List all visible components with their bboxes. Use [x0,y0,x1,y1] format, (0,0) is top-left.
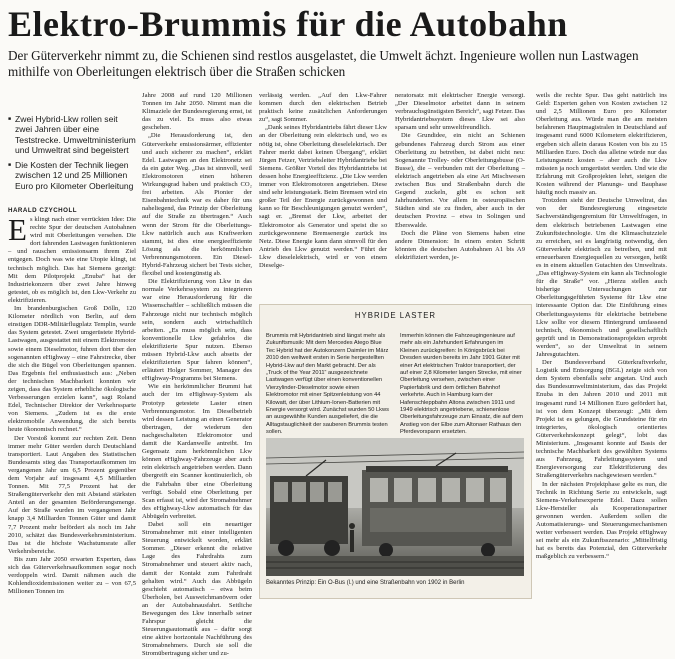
paragraph: Trotzdem sieht der Deutsche Umweltrat, das von der Bundesregierung eingesetzte Sachverständigengremium für Umweltfragen, in dem elektrisch betriebenen Lastwagen eine Zukunftstechnologie. Um die Klimaschutzziele zu erreichen, sei es langfristig notwendig, den Güterverkehr elektrisch zu betreiben, und mit erneuerbaren Energiequellen zu versorgen, heißt es in einem aktuellen Gutachten des Umweltrats. „Das eHighway-System ein kann als Technologie für die Straße“ vor. „Hierzu stellen auch bisherige Untersuchungen zur Oberleitungsgeführten Systeme für Lkw eine interessante Option dar. Die Einführung eines Oberleitungssystems für elektrische betriebene Lkw sollte vor diesem Hintergrund umfassend technisch, ökonomisch und gesellschaftlich geprüft und in Demonstrationsprojekten erprobt werden“, so der Umweltrat in seinem Jahresgutachten. [536,197,667,358]
paragraph: Der Bundesverband Güterkraftverkehr, Logistik und Entsorgung (BGL) zeigte sich von dem System ebenfalls sehr angetan. Und auch das Bundesumweltministerium, das das Projekt Enubа in den Jahren 2010 und 2011 mit insgesamt rund 14 Millionen Euro gefördert hat, ist von dem Konzept überzeugt: „Mit dem Projekt ist es gelungen, die Grundsteine für ein integriertes, ökologisch orientiertes Güterverkehrskonzept gelegt“, lobt das Ministerium. „Insgesamt konnte auf Basis der technische Machbarkeit des gewählten Systems aus Fahrzeug, Fahrleitungssystem und Energieversorgung zur Elektrifizierung des Straßengüterverkehrs nachgewiesen werden.“ [536,359,667,480]
article-column-5 [536,92,667,600]
paragraph: Wie ein herkömmlicher Brummi hat auch der im eHighway-System als Prototyp getestete Laster einen Verbrennungsmotor. Im Dieselbetrieb wird dessen Leistung an einen Generator übertragen, der wiederum den nachgeschalteten Elektromotor und damit die Kardanwelle antreibt. Im Gegensatz zum herkömmlichen Lkw können eHighway-Fahrzeuge aber auch rein elektrisch angetrieben werden. Dann übergreift ein Scanner kontinuierlich, ob die Fahrbahn über eine Oberleitung verfügt. Sobald eine Oberleitung per Scan erfasst ist, wird der Stromabnehmer des eHighway-Lkw automatisch für das Abbügeln verbreitet. [142,383,252,520]
paragraph: „Dank seines Hybridantriebs fährt dieser Lkw an der Oberleitung rein elektrisch und, wo es nötig ist, ohne Oberleitung dieselelektrisch. Der Fahrer merkt dabei keinen Übergang“, erklärt Jürgen Fetzer, Vertriebsleiter Hybridantriebe bei Siemens. Größter Vorteil des Hybridantriebs ist dessen hohe Energieeffizienz. „Die Lkw werden immer von Elektromotoren angetrieben. Diese sind sehr leistungsstark. Beim Bremsen wird ein großer Teil der Energie zurückgewonnen und kann so für Beschleunigungen genutzt werden“, sagt er. „Bremst der Lkw, arbeitet der Elektromotor als Generator und speist die so zurückgewonnene Bremsenergie zurück ins Netz. Diese Energie kann dann sinnvoll für den Antrieb des Lkw genutzt werden.“ Führt der Lkw dieselelektrisch, wird er von einem Dieselge- [259,124,387,269]
paragraph: weils die rechte Spur. Das geht natürlich ins Geld: Experten gehen von Kosten zwischen 12 und 2,5 Millionen Euro pro Kilometer Oberleitung aus. Würde man die am meisten befahrenen Hauptmagistralen in Deutschland auf insgesamt rund 6000 Kilometern elektrifizieren, ergeben sich allein daraus Kosten von bis zu 15 Milliarden Euro. Doch das alleine würde nur das Leistungsnetz kosten – aber auch die Lkw müssten ja noch umgerüstet werden. Und wie die Erfahrung mit Großprojekten lehrt, steigen die Kosten während der Planungs- und Bauphase häufig noch massiv an. [536,92,667,197]
deck: Der Güterverkehr nimmt zu, die Schienen sind restlos ausgelastet, die Umwelt ächzt. Ingenieure wollen nun Lastwagen mithilfe von Oberleitungen elektrisch über die Straßen schicken [8,48,639,79]
article-column-1 [8,212,136,600]
sidebar-box-title: HYBRIDE LASTER [354,311,437,320]
paragraph: Jahre 2008 auf rund 120 Millionen Tonnen im Jahr 2050. Nimmt man die Klimaziele der Bundesregierung ernst, ist das zu viel. Es muss also etwas geschehen. [142,92,252,132]
paragraph: verlässig werden. „Auf den Lkw-Fahrer kommen durch den elektrischen Betrieb praktisch keine zusätzlichen Anforderungen zu“, sagt Sommer. [259,92,387,124]
paragraph: Im brandenburgischen Groß Dölln, 120 Kilometer nördlich von Berlin, auf dem einstigen DDR-Militärflugplatz Templin, wurde das System getestet. Zwei umgerüstete Hybrid-Lastwagen, ausgestattet mit einem Elektromotor sowie einem Dieselmotor, fuhren dort über den sogenannten eHighway – eine Fahrstrecke, über die sich die Bügel von Oberleitungen spannen. Das Ergebnis fiel enthusiastisch aus: „Neben der technischen Machbarkeit konnten wir zeigen, dass das System erhebliche ökologische Verbesserungen erzielen kann“, sagt Roland Edel, Technischer Direktor der Verkehrssparte von Siemens. „Zudem ist es die erste elektromobile Anwendung, die sich bereits heute ökonomisch rechnet.“ [8,305,136,434]
paragraph: Die Elektrifizierung von Lkw in das normale Verkehrssystem zu integrieren war eine Herausforderung für die Wissenschaftler – schließlich müssen die Fahrzeuge nicht nur technisch möglich sein, sondern auch wirtschaftlich arbeiten. „Es muss möglich sein, dass konventionelle Lkw gefahrlos die elektrifizierte Spur nutzen. Ebenso müssen Hybrid-Lkw auch abseits der elektrifizierten Spur fahren können“, erläutert Holger Sommer, Manager des eHighway-Programms bei Siemens. [142,278,252,383]
paragraph: Immerhin können die Fahrzeugingenieure auf mehr als ein Jahrhundert Erfahrungen im Kleinen zurückgreifen: In Königsbrück bei Dresden wurden bereits im Jahr 1901 Güter mit einer Art elektrischen Traktor transportiert, der auf einer 2,8 Kilometer langen Strecke, mit einer Oberleitung versehen, zwischen einer Papierfabrik und dem örtlichen Bahnhof verkehrte. Auch in Hamburg kam der Hafenschleppbahn Altona zwischen 1911 und 1949 elektrisch angetriebene, schienenlose Oberleitungsfahrzeuge zum Einsatz, die auf dem Anstieg von der Elbe zum Altonaer Rathaus den Pferdevorspann ersetzten. [400,333,523,436]
paragraph: „Die Herausforderung ist, den Güterverkehr emissionsärmer, effizienter und auch sicherer zu machen“, erklärt Edel. Lastwagen an den Elektronetz sei da ein guter Weg. „Das ist sinnvoll, weil Elektromotoren einen höheren Wirkungsgrad haben und praktisch CO₂ frei arbeiten. Als Pionier der Eisenbahntechnik war es daher für uns naheliegend, das Prinzip der Oberleitung auf die Straße zu übertragen.“ Auch wenn der Strom für die Oberleitungs-Lkw natürlich auch aus Kraftwerken stammt, ist dies eine energieeffiziente Lösung als die herkömmlichen Verbrennungsmotoren. Ein Diesel-Hybrid-Fahrzeug sichert bei Tests sicher, flexibel und kostengünstig ab. [142,132,252,278]
paragraph: Doch die Pläne von Siemens haben eine andere Dimension: In einem ersten Schritt könnten die deutschen Autobahnen A1 bis A9 elektrifiziert werden, je- [395,229,525,261]
paragraph: Dabei soll ein neuartiger Stromabnehmer mit einer intelligenten Steuerung entwickelt worden, erklärt Sommer. „Dieser erkennt die relative Lage des Fahrdrahts zum Stromabnehmer und steuert aktiv nach, damit der Kontakt zum Fahrdraht gehalten wird.“ Auch das Abbügeln geschieht automatisch – etwa beim Überholen, bei Ausweichmanövern oder an der Autobahnausfahrt. Seitliche Bewegungen des Lkw innerhalb seiner Fahrspur gleicht die Steuerungsautomatik aus – dafür sorgt eine aktive horizontale Nachführung des Stromabnehmers. Durch sie soll die Stromübertragung sicher und zu- [142,520,252,658]
paragraph: In der nächsten Projektphase gelte es nun, die Technik in Richtung Serie zu entwickeln, sagt Siemens-Verkehrsexperte Edel. Dazu sollen Lkw-Hersteller als Kooperationspartner gewonnen werden. Außerdem sollen die Automatisierungs- und Steuerungsmechanismen weiter verbessert werden. Das Projekt eHighway sei mehr als ein Zukunftsszenario: „Mittelfristig hat es bereits das Potenzial, den Güterverkehr maßgeblich zu verbessern.“ [536,480,667,561]
author-byline: HARALD CZYCHOLL [8,207,78,214]
tram-illustration [266,438,524,576]
drop-cap: E [8,212,27,247]
summary-bullets [8,114,136,196]
article-column-3 [259,92,387,299]
paragraph: Der Vorstoß kommt zur rechten Zeit. Denn immer mehr Güter werden durch Deutschland transportiert. Laut Angaben des Statistischen Bundesamts stieg das Transportaufkommen im vergangenen Jahr um 6,5 Prozent gegenüber dem Vorjahr auf insgesamt 4,5 Milliarden Tonnen. Mit 77,5 Prozent hat der Straßengüterverkehr den mit Abstand stärksten Anteil an der gesamten Beförderungsmenge. Auf der Straße wurden im vergangenen Jahr knapp 3,4 Milliarden Tonnen Güter und damit 7,7 Prozent mehr befördert als noch im Jahr 2010, schätzt das Bundesverkehrsministerium. Das ist die höchste Wachstumsrate aller Verkehrsbereiche. [8,434,136,555]
paragraph: Brummis mit Hybridantrieb sind längst mehr als Zukunftsmusik: Mit dem Mercedes Atego Blue Tec Hybrid hat der Autokonzern Daimler im März 2010 den weltweit ersten in Serie hergestellten Hybrid-Lkw auf den Markt gebracht. Der als „Truck of the Year 2011“ ausgezeichnete Lastwagen verfügt über einen konventionellen Vierzylinder-Dieselmotor sowie einen Elektromotor mit einer Spitzenleistung von 44 Kilowatt, der über Lithium-Ionen-Batterien mit Energie versorgt wird. Zunächst wurden 50 Lkws an ausgewählte Kunden ausgeliefert, die die Alltagstauglichkeit der sauberen Brummis testen sollen. [266,333,389,436]
paragraph: neratorsatz mit elektrischer Energie versorgt. „Der Dieselmotor arbeitet dann in seinem verbrauchsgünstigsten Bereich“, sagt Fetzer. Das Hybridantriebssystem dieses Lkw sei also sparsam und sehr umweltfreundlich. [395,92,525,132]
article-column-4 [395,92,525,299]
historic-tram-photo [266,438,524,576]
paragraph: Es klingt nach einer verrückten Idee: Die rechte Spur der deutschen Autobahnen wird mit Oberleitungen versehen. Die dort fahrenden Lastwagen funktionieren – und rauschen emissionsarm ihrem Ziel entgegen. Doch was wie eine Utopie klingt, ist technisch möglich. Das hat Siemens gezeigt: Mit dem Pilotprojekt „Enubа“ hat der Industriekonzern über zwei Jahre hinweg getestet, ob es möglich ist, den Lkw-Verkehr zu elektrifizieren. [8,212,136,304]
summary-bullet: ■ Zwei Hybrid-Lkw rollen seit zwei Jahren über eine Teststrecke. Umweltministerium und Umweltrat sind begeistert [8,114,136,155]
headline: Elektro-Brummis für die Autobahn [8,4,568,44]
article-column-2 [142,92,252,658]
paragraph: Die Grundidee, ein nicht an Schienen gebundenes Fahrzeug durch Strom aus einer Oberleitung zu betreiben, ist dabei nicht neu: Sogenannte Trolley- oder Oberleitungsbusse (O-Busse), die – verbunden mit der Oberleitung – elektrisch angetrieben als eine Art Mischwesen zwischen Bus und Straßenbahn durch die Gegend zuckeln, gibt es schon seit Jahrhunderten. Vor allem in osteuropäischen Städten sind sie zu finden, aber auch in der deutschen Provinz – etwa in Solingen und Eberswalde. [395,132,525,229]
sidebar-box-column [266,333,389,437]
sidebar-box-column [400,333,523,437]
sidebar-box [259,304,532,599]
paragraph: Bis zum Jahr 2050 erwarten Experten, dass sich das Güterverkehrsaufkommen sogar noch verdoppeln wird. Damit nähmen auch die Kohlendioxidemissionen weiter zu – von 67,5 Millionen Tonnen im [8,555,136,596]
photo-caption: Bekanntes Prinzip: Ein O-Bus (l.) und eine Straßenbahn von 1902 in Berlin [266,580,465,586]
summary-bullet: ■ Die Kosten der Technik liegen zwischen 12 und 25 Millionen Euro pro Kilometer Oberleitung [8,160,136,191]
